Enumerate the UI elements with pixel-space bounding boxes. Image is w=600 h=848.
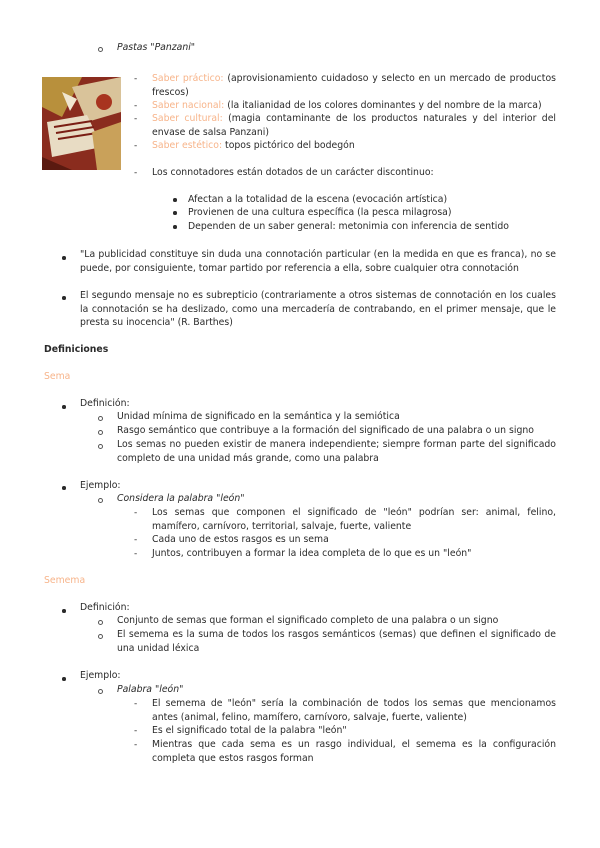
saber-item: Saber nacional: (la italianidad de los colores dominantes y del nombre de la marca) [152,100,542,111]
sema-ejemplo-item: Los semas que componen el significado de "león" podrían ser: animal, felino, mamífero, carnívoro, territorial, salvaje, fuerte, valiente [152,507,556,532]
panzani-ad-image [42,77,121,170]
connotador-item: Dependen de un saber general: metonimia con inferencia de sentido [188,221,509,232]
semema-def-item: Conjunto de semas que forman el significado completo de una palabra o un signo [117,615,499,626]
panzani-image-svg [42,77,121,170]
quote-paragraph: El segundo mensaje no es subrepticio (contrariamente a otros sistemas de connotación en los cuales la connotación se ha deslizado, como una mercadería de contrabando, en el primer mensaje, que le presta su inocencia" (R. Barthes) [80,290,556,328]
dash-bullet-icon: - [134,74,138,84]
bullet-icon [173,211,177,215]
semema-definicion-label: Definición: [80,602,130,613]
sema-def-item: Unidad mínima de significado en la semántica y la semiótica [117,411,400,422]
bullet-icon [62,256,66,260]
sema-ejemplo-item: Juntos, contribuyen a formar la idea completa de lo que es un "león" [152,548,472,559]
circle-bullet-icon [98,47,103,52]
semema-heading: Semema [44,575,86,586]
bullet-icon [173,198,177,202]
circle-bullet-icon [98,689,103,694]
sema-heading: Sema [44,371,71,382]
bullet-icon [173,225,177,229]
circle-bullet-icon [98,498,103,503]
sema-ejemplo-item: Cada uno de estos rasgos es un sema [152,534,329,545]
dash-bullet-icon: - [134,141,138,151]
dash-bullet-icon: - [134,168,138,178]
semema-ejemplo-sub: Palabra "león" [117,684,184,695]
quote-paragraph: "La publicidad constituye sin duda una connotación particular (en la medida en que es franca), no se puede, por consiguiente, tomar partido por referencia a ella, sobre cualquier otra connotación [80,249,556,274]
circle-bullet-icon [98,634,103,639]
bullet-icon [62,405,66,409]
sema-ejemplo-label: Ejemplo: [80,480,121,491]
dash-bullet-icon: - [134,508,138,518]
connotador-item: Provienen de una cultura específica (la pesca milagrosa) [188,207,452,218]
semema-ejemplo-item: El semema de "león" sería la combinación de todos los semas que mencionamos antes (animal, felino, mamífero, carnívoro, salvaje, fuerte, valiente) [152,698,556,723]
sema-definicion-label: Definición: [80,398,130,409]
sema-ejemplo-sub: Considera la palabra "león" [117,493,245,504]
saber-item: Saber cultural: (magia contaminante de los productos naturales y del interior del envase de salsa Panzani) [152,113,557,138]
semema-def-item: El semema es la suma de todos los rasgos semánticos (semas) que definen el significado de una unidad léxica [117,629,556,654]
saber-item: Saber estético: topos pictórico del bodegón [152,140,355,151]
dash-bullet-icon: - [134,549,138,559]
dash-bullet-icon: - [134,699,138,709]
saber-item: Saber práctico: (aprovisionamiento cuidadoso y selecto en un mercado de productos frescos) [152,73,556,98]
pastas-label: Pastas "Panzani" [117,42,196,53]
bullet-icon [62,609,66,613]
dash-bullet-icon: - [134,726,138,736]
circle-bullet-icon [98,430,103,435]
circle-bullet-icon [98,416,103,421]
dash-bullet-icon: - [134,535,138,545]
circle-bullet-icon [98,444,103,449]
connotadores-intro: Los connotadores están dotados de un carácter discontinuo: [152,167,434,178]
bullet-icon [62,677,66,681]
dash-bullet-icon: - [134,740,138,750]
semema-ejemplo-label: Ejemplo: [80,670,121,681]
dash-bullet-icon: - [134,101,138,111]
dash-bullet-icon: - [134,114,138,124]
bullet-icon [62,486,66,490]
sema-def-item: Los semas no pueden existir de manera independiente; siempre forman parte del significado completo de una unidad más grande, como una palabra [117,439,556,464]
circle-bullet-icon [98,620,103,625]
bullet-icon [62,296,66,300]
semema-ejemplo-item: Mientras que cada sema es un rasgo individual, el semema es la configuración completa que estos rasgos forman [152,739,556,764]
connotador-item: Afectan a la totalidad de la escena (evocación artística) [188,194,448,205]
sema-def-item: Rasgo semántico que contribuye a la formación del significado de una palabra o un signo [117,425,534,436]
semema-ejemplo-item: Es el significado total de la palabra "león" [152,725,347,736]
definiciones-heading: Definiciones [44,344,109,355]
